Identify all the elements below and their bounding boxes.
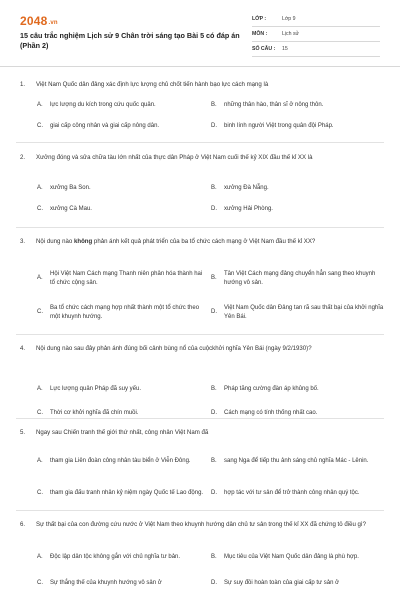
option-a[interactable]: [37, 270, 207, 287]
option-letter: B.: [211, 386, 217, 392]
option-letter: D.: [211, 410, 217, 416]
option-text: hợp tác với tư sản để trở thành công nhân quý tộc.: [224, 490, 360, 496]
option-letter: C.: [37, 206, 43, 212]
option-letter: C.: [37, 309, 43, 316]
question-text: Ngay sau Chiến tranh thế giới thứ nhất, công nhân Việt Nam đã: [36, 429, 209, 436]
option-b[interactable]: [211, 184, 386, 193]
option-letter: D.: [211, 123, 217, 129]
option-letter: B.: [211, 458, 217, 464]
divider: [16, 510, 384, 511]
meta-key: MÔN :: [252, 31, 268, 37]
option-a[interactable]: [37, 184, 207, 193]
option-a[interactable]: [37, 553, 207, 562]
question-number: 2.: [20, 154, 26, 161]
option-text: Mục tiêu của Việt Nam Quốc dân đảng là phù hợp.: [224, 554, 359, 560]
meta-class: [252, 12, 380, 27]
option-a[interactable]: [37, 457, 207, 466]
question-number: 5.: [20, 429, 26, 436]
option-text: Lực lượng quân Pháp đã suy yếu.: [50, 386, 142, 392]
option-text: Sự thắng thế của khuynh hướng vô sản ở: [50, 580, 162, 586]
question-number: 6.: [20, 521, 26, 528]
option-letter: A.: [37, 554, 43, 560]
question-text: Việt Nam Quốc dân đảng xác định lực lượng chủ chốt tiến hành bạo lực cách mạng là: [36, 81, 269, 88]
quiz-meta: [252, 12, 380, 57]
option-c[interactable]: [37, 304, 207, 321]
option-letter: A.: [37, 102, 43, 108]
option-c[interactable]: [37, 409, 207, 418]
option-text: Tân Việt Cách mạng đảng chuyển hẳn sang theo khuynh hướng vô sản.: [224, 271, 376, 286]
option-letter: B.: [211, 275, 217, 282]
option-text: Việt Nam Quốc dân Đảng tan rã sau thất bại của khởi nghĩa Yên Bái.: [224, 305, 384, 320]
option-d[interactable]: [211, 122, 386, 131]
option-letter: D.: [211, 206, 217, 212]
divider: [16, 227, 384, 228]
option-c[interactable]: [37, 489, 207, 498]
question-text: Nội dung nào sau đây phản ánh đúng bối cảnh bùng nổ của cuộckhởi nghĩa Yên Bái (ngày 9/2/1930)?: [36, 345, 312, 352]
question-number: 3.: [20, 238, 26, 245]
page-title: 15 câu trắc nghiệm Lịch sử 9 Chân trời sáng tạo Bài 5 có đáp án (Phần 2): [20, 31, 240, 50]
meta-value: Lịch sử: [282, 31, 300, 37]
question-4: [20, 344, 384, 416]
question-number: 1.: [20, 81, 26, 88]
option-letter: A.: [37, 185, 43, 191]
option-d[interactable]: [211, 205, 386, 214]
divider: [16, 334, 384, 335]
option-letter: B.: [211, 185, 217, 191]
option-letter: B.: [211, 554, 217, 560]
meta-key: LỚP :: [252, 16, 267, 22]
option-letter: C.: [37, 123, 43, 129]
option-b[interactable]: [211, 553, 386, 562]
option-text: sang Nga để tiếp thu ảnh sáng chủ nghĩa Mác - Lênin.: [224, 458, 369, 464]
question-number: 4.: [20, 345, 26, 352]
option-letter: B.: [211, 102, 217, 108]
meta-count: [252, 42, 380, 57]
question-text: [36, 237, 384, 246]
option-text: xưởng Hải Phòng.: [224, 206, 273, 212]
option-letter: D.: [211, 580, 217, 586]
question-text-part: phản ánh kết quả phát triển của ba tổ chức cách mạng ở Việt Nam đầu thế kỉ XX?: [92, 238, 316, 245]
meta-key: SỐ CÂU :: [252, 46, 276, 52]
divider: [16, 142, 384, 143]
option-c[interactable]: [37, 579, 207, 588]
option-text: xưởng Ba Son.: [50, 185, 91, 191]
page-header: [0, 0, 400, 67]
option-text: Pháp tăng cường đàn áp khủng bố.: [224, 386, 319, 392]
meta-value: 15: [282, 46, 288, 52]
question-2: [20, 153, 384, 212]
option-text: tham gia đấu tranh nhân kỷ niệm ngày Quốc tế Lao động.: [50, 490, 204, 496]
option-b[interactable]: [211, 457, 386, 466]
option-d[interactable]: [211, 579, 386, 588]
question-6: [20, 520, 384, 586]
option-letter: D.: [211, 309, 217, 316]
option-text: tham gia Liên đoàn công nhân tàu biển ở Viễn Đông.: [50, 458, 191, 464]
option-b[interactable]: [211, 270, 386, 287]
option-text: binh lính người Việt trong quân đội Pháp.: [224, 123, 334, 129]
meta-subject: [252, 27, 380, 42]
option-text: những thân hào, thân sĩ ở nông thôn.: [224, 102, 324, 108]
question-3: [20, 237, 384, 320]
question-5: [20, 428, 384, 496]
option-b[interactable]: [211, 101, 386, 110]
option-text: Thời cơ khởi nghĩa đã chín muồi.: [50, 410, 139, 416]
option-text: giai cấp công nhân và giai cấp nông dân.: [50, 123, 160, 129]
question-text: Sự thất bại của con đường cứu nước ở Việt Nam theo khuynh hướng dân chủ tư sản trong thế kỉ XX đã chứng tỏ điều gì?: [36, 521, 367, 528]
divider: [16, 418, 384, 419]
option-letter: A.: [37, 458, 43, 464]
question-emphasis: không: [73, 238, 93, 245]
meta-value: Lớp 9: [282, 16, 296, 22]
option-text: Ba tổ chức cách mạng hợp nhất thành một tổ chức theo một khuynh hướng.: [50, 305, 200, 320]
option-text: Cách mạng có tính thống nhất cao.: [224, 410, 318, 416]
option-text: Hội Việt Nam Cách mạng Thanh niên phân hóa thành hai tổ chức cộng sản.: [50, 271, 203, 286]
question-text-part: Nội dung nào: [36, 238, 74, 245]
question-text: Xưởng đóng và sửa chữa tàu lớn nhất của thực dân Pháp ở Việt Nam cuối thế kỷ XIX đầu thế kỉ XX là: [36, 154, 313, 161]
option-a[interactable]: [37, 385, 207, 394]
option-letter: A.: [37, 275, 43, 282]
option-c[interactable]: [37, 122, 207, 131]
option-letter: A.: [37, 386, 43, 392]
option-d[interactable]: [211, 409, 386, 418]
option-letter: C.: [37, 490, 43, 496]
option-text: Độc lập dân tộc không gắn với chủ nghĩa tư bản.: [50, 554, 181, 560]
option-letter: C.: [37, 410, 43, 416]
option-text: lực lượng du kích trong cứu quốc quân.: [50, 102, 156, 108]
option-d[interactable]: [211, 489, 386, 498]
option-c[interactable]: [37, 205, 207, 214]
option-text: Sự suy đồi hoàn toàn của giai cấp tư sản ở: [224, 580, 340, 586]
logo-text: 2048: [20, 14, 48, 28]
option-d[interactable]: [211, 304, 386, 321]
option-a[interactable]: [37, 101, 207, 110]
option-text: xưởng Cà Mau.: [50, 206, 92, 212]
option-text: xưởng Đà Nẵng.: [224, 185, 269, 191]
question-1: [20, 80, 384, 129]
logo-suffix: .vn: [48, 20, 58, 26]
site-logo[interactable]: [20, 14, 58, 28]
option-b[interactable]: [211, 385, 386, 394]
option-letter: D.: [211, 490, 217, 496]
option-letter: C.: [37, 580, 43, 586]
